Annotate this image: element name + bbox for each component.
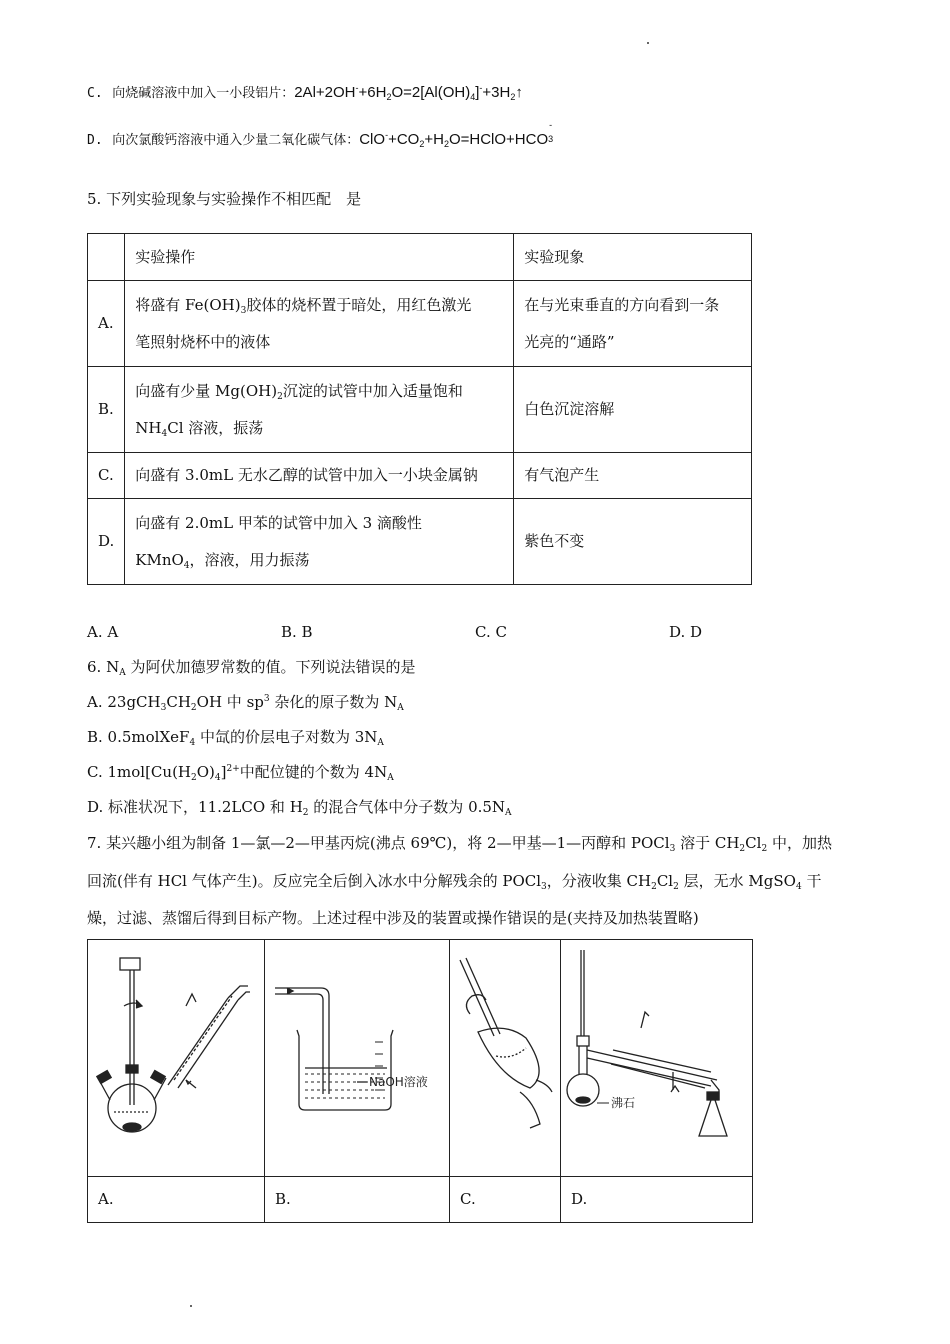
question-7-line-3: 燥，过滤、蒸馏后得到目标产物。上述过程中涉及的装置或操作错误的是(夹持及加热装置略) [87,909,699,927]
figure-c-cell [450,940,561,1177]
option-label: D. [87,133,103,148]
table-row [88,367,752,453]
question-6-stem: 6. $N_A$ 为阿伏加德罗常数的值。下列说法错误的是 [87,658,416,678]
phenomenon-cell: 白色沉淀溶解 [514,367,752,453]
q5-table [87,233,752,585]
scan-dot [647,42,649,44]
opt-text: 的混合气体中分子数为 0.5N [313,798,506,816]
distillation-apparatus-figure [561,940,752,1162]
cell-text: 溶液，振荡 [188,418,264,437]
stem-text: 溶于 CH [680,834,740,852]
row-label: D. [88,499,125,585]
option-label: C. [87,86,103,101]
answer-option-a[interactable]: A. A [87,623,119,641]
cell-text: 胶体的烧杯置于暗处，用红色激光 [246,295,472,314]
opt-text: A. 23gCH [87,693,161,711]
phenomenon-cell [514,281,752,367]
figure-label-c: C. [450,1177,561,1223]
row-label: A. [88,281,125,367]
operation-cell: 向盛有 3.0mL 无水乙醇的试管中加入一小块金属钠 [125,453,514,499]
table-row [88,499,752,585]
phenomenon-cell: 紫色不变 [514,499,752,585]
option-text: 向烧碱溶液中加入一小段铝片： [112,86,295,101]
option-d-line [87,120,554,151]
opt-text: 中氙的价层电子对数为 3N [199,728,378,746]
cell-text: 在与光束垂直的方向看到一条 [524,295,720,314]
operation-cell: 向盛有少量 $Mg(OH)_2$沉淀的试管中加入适量饱和 $NH_4Cl$ 溶液，振荡 [125,367,514,453]
row-label: C. [88,453,125,499]
q6-option-d: D. 标准状况下，11.2LCO 和 $H_2$ 的混合气体中分子数为 $0.5N_A$ [87,798,512,818]
table-row [88,453,752,499]
reflux-apparatus-figure [88,940,264,1162]
row-label: B. [88,367,125,453]
opt-text: D. 标准状况下，11.2LCO 和 H [87,798,303,816]
opt-text: C. 1mol[Cu(H [87,763,191,781]
gas-absorption-figure [265,940,449,1162]
opt-text: B. 0.5molXeF [87,728,190,746]
cell-text: 光亮的“通路” [524,332,615,351]
cell-text: 将盛有 [135,295,181,314]
stem-text: 回流(伴有 HCl 气体产生)。反应完全后倒入冰水中分解残余的 POCl [87,872,542,890]
figure-b-cell [265,940,450,1177]
equation-d: $ClO^-+CO_2+H_2O=HClO+HCO$ - 3 [359,120,554,149]
option-c-line [87,82,523,104]
equation-c: $2Al+2OH^-+6H_2O=2[Al(OH)_4]^-+3H_2↑$ [294,83,523,102]
question-7-line-1: 7. 某兴趣小组为制备 1—氯—2—甲基丙烷(沸点 69℃)，将 2—甲基—1—丙醇和 POCl$_3$ 溶于 $CH_2Cl_2$ 中，加热 [87,834,832,854]
naoh-solution-label: NaOH溶液 [369,1075,428,1089]
opt-text: OH 中 sp [196,693,264,711]
answer-option-c[interactable]: C. C [475,623,507,641]
separatory-funnel-figure [450,940,560,1162]
q6-option-c: C. $1mol[Cu(H_2O)_4]^{2+}$中配位键的个数为 $4N_A$ [87,763,394,783]
cell-text: 沉淀的试管中加入适量饱和 [282,381,463,400]
boiling-chip-label: 沸石 [611,1096,636,1110]
stem-text: 7. 某兴趣小组为制备 1—氯—2—甲基丙烷(沸点 69℃)，将 2—甲基—1—丙醇和 POCl [87,834,670,852]
figure-label-b: B. [265,1177,450,1223]
stem-text: ，分液收集 CH [546,872,652,890]
option-text: 向次氯酸钙溶液中通入少量二氧化碳气体： [112,133,360,148]
opt-text: 中配位键的个数为 4N [239,763,388,781]
stem-text: 干 [806,872,822,890]
answer-option-d[interactable]: D. D [669,623,703,641]
figure-label-d: D. [561,1177,753,1223]
q6-option-b: B. 0.5molXeF$_4$ 中氙的价层电子对数为 $3N_A$ [87,728,384,748]
operation-cell: 将盛有 $Fe(OH)_3$胶体的烧杯置于暗处，用红色激光 笔照射烧杯中的液体 [125,281,514,367]
table-row [88,281,752,367]
operation-cell: 向盛有 2.0mL 甲苯的试管中加入 3 滴酸性 KMnO$_4$，溶液，用力振荡 [125,499,514,585]
phenomenon-cell: 有气泡产生 [514,453,752,499]
q7-apparatus-table [87,939,753,1223]
q5-options [87,622,863,642]
column-header-operation: 实验操作 [125,234,514,281]
stem-text: 层，无水 MgSO [683,872,796,890]
column-header-phenomenon: 实验现象 [514,234,752,281]
cell-text: 笔照射烧杯中的液体 [135,332,271,351]
question-5-stem: 5. 下列实验现象与实验操作不相匹配 是 [87,190,362,208]
stem-text: 为阿伏加德罗常数的值。下列说法错误的是 [130,658,416,676]
figure-a-cell [88,940,265,1177]
q6-option-a: A. $23gCH_3CH_2OH$ 中 $sp^3$ 杂化的原子数为 $N_A$ [87,693,404,713]
answer-option-b[interactable]: B. B [281,623,313,641]
question-7-line-2: 回流(伴有 HCl 气体产生)。反应完全后倒入冰水中分解残余的 POCl$_3$，分液收集 $CH_2Cl_2$ 层，无水 MgSO$_4$ 干 [87,872,822,892]
scan-dot [190,1305,192,1307]
opt-text: 杂化的原子数为 N [274,693,398,711]
cell-text: ，溶液，用力振荡 [189,550,310,569]
cell-text: 向盛有 2.0mL 甲苯的试管中加入 3 滴酸性 [135,513,422,532]
table-corner [88,234,125,281]
figure-d-cell [561,940,753,1177]
cell-text: 向盛有少量 [135,381,211,400]
stem-text: 中，加热 [771,834,832,852]
figure-label-a: A. [88,1177,265,1223]
